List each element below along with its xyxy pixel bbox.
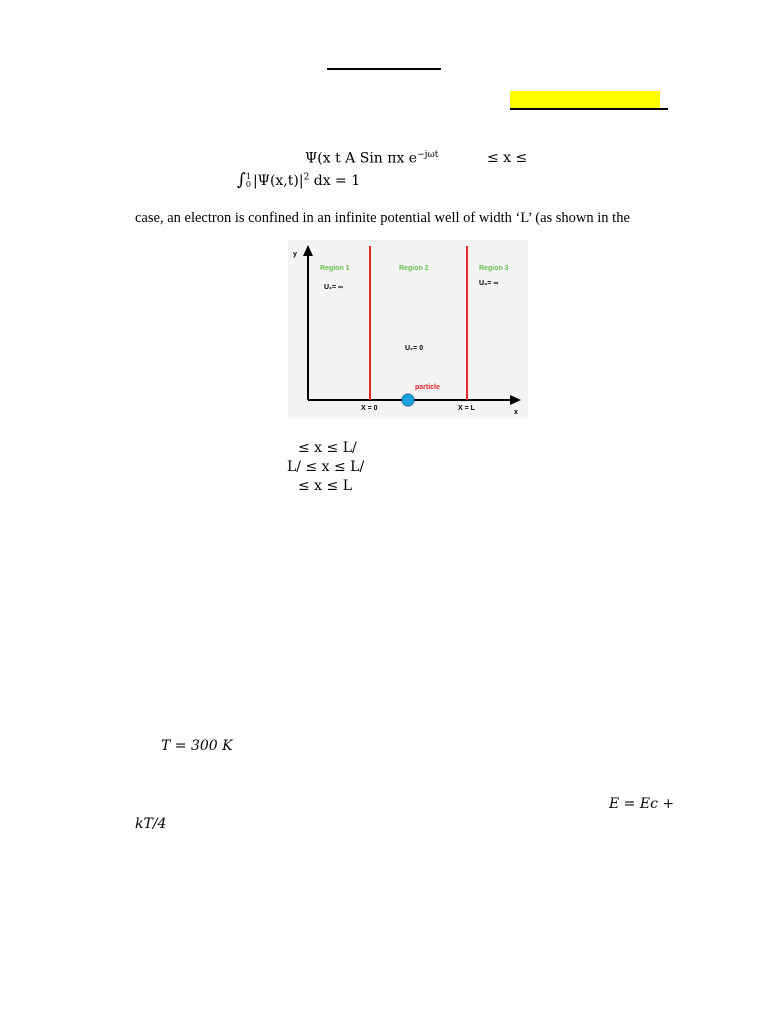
range-2: L/ ≤ x ≤ L/	[287, 459, 365, 475]
normalization-square: 2	[303, 172, 310, 183]
temperature-equation: T = 300 K	[161, 738, 233, 754]
xL-label: X = L	[458, 405, 475, 412]
region1-label: Region 1	[320, 265, 350, 272]
particle-dot	[402, 394, 414, 406]
region3-label: Region 3	[479, 265, 509, 272]
normalization-rhs: dx = 1	[309, 173, 361, 189]
region2-label: Region 2	[399, 265, 429, 272]
range-3: ≤ x ≤ L	[298, 478, 353, 494]
y-axis-label: y	[293, 251, 297, 258]
integral-upper-limit: 1	[245, 172, 251, 181]
highlight-underline	[510, 108, 668, 110]
highlight-box	[510, 91, 660, 109]
potential-well-svg	[288, 240, 528, 418]
integral-sign: ∫	[237, 170, 246, 190]
range-1: ≤ x ≤ L/	[298, 440, 357, 456]
wavefunction-exponent: −jωt	[417, 150, 439, 160]
problem-paragraph: case, an electron is confined in an infinite potential well of width ‘L’ (as shown in the	[135, 210, 630, 226]
particle-label: particle	[415, 384, 440, 391]
u1-label: U₁= ∞	[324, 284, 343, 291]
integral-lower-limit: 0	[245, 180, 251, 189]
wavefunction-equation	[305, 150, 438, 167]
normalization-integrand: |Ψ(x,t)|	[252, 173, 304, 189]
energy-equation-start: E = Ec +	[609, 796, 675, 812]
x-axis-label: x	[514, 409, 518, 416]
x0-label: X = 0	[361, 405, 378, 412]
normalization-equation	[237, 170, 360, 190]
u2-label: U₂= 0	[405, 345, 424, 352]
wavefunction-range: ≤ x ≤	[487, 150, 528, 166]
title-underline	[327, 68, 441, 70]
wavefunction-text: Ψ(x t A Sin πx e	[305, 150, 418, 167]
u3-label: U₃= ∞	[479, 280, 499, 287]
potential-well-diagram	[288, 240, 528, 418]
energy-equation-end: kT/4	[135, 816, 167, 832]
